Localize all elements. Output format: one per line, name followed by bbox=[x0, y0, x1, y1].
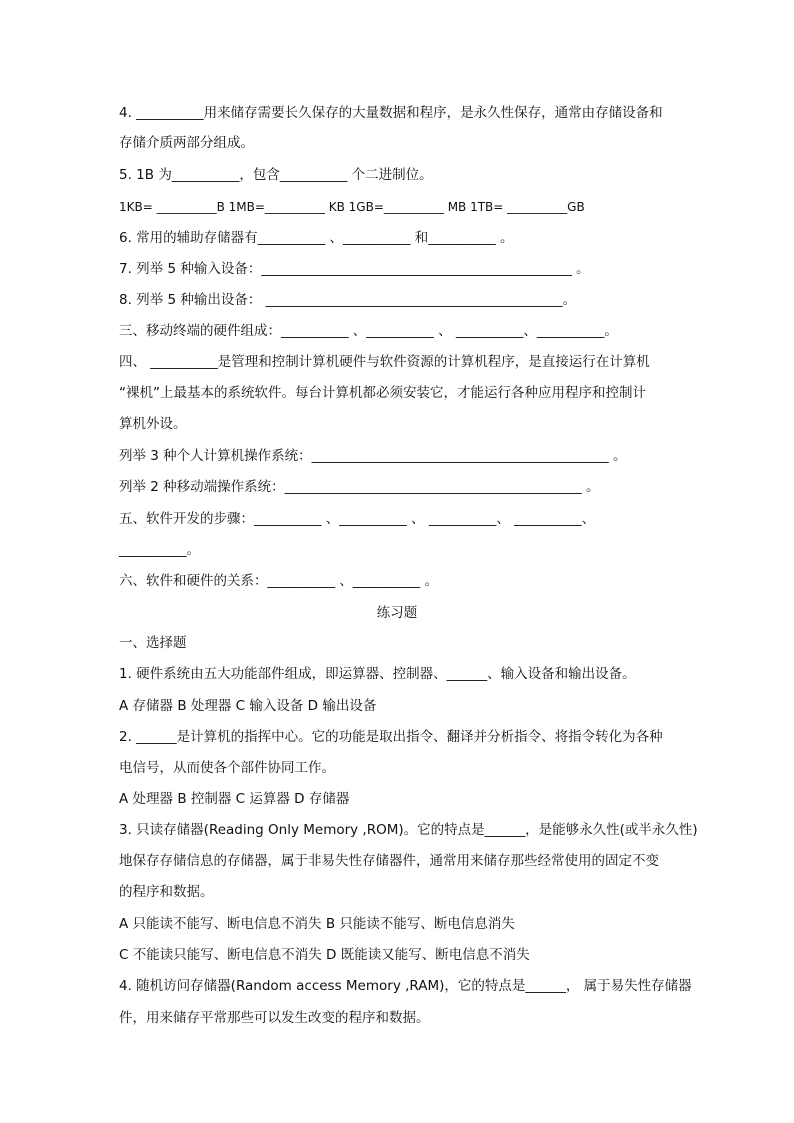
text-line: 电信号，从而使各个部件协同工作。 bbox=[119, 760, 335, 776]
text-line: 算机外设。 bbox=[119, 416, 187, 432]
text-line: “裸机”上最基本的系统软件。每台计算机都必须安装它，才能运行各种应用程序和控制计 bbox=[119, 385, 646, 401]
text-line: 五、软件开发的步骤：__________ 、__________ 、 __________、 __________、 bbox=[119, 511, 596, 527]
text-line: 7. 列举 5 种输入设备：______________________________________________ 。 bbox=[119, 261, 590, 277]
text-line: 存储介质两部分组成。 bbox=[119, 135, 254, 151]
text-line: 1. 硬件系统由五大功能部件组成，即运算器、控制器、______、输入设备和输出设备。 bbox=[119, 666, 636, 682]
text-line: 4. 随机访问存储器(Random access Memory ,RAM)，它的特点是______， 属于易失性存储器 bbox=[119, 978, 692, 994]
text-line: 地保存存储信息的存储器，属于非易失性存储器件，通常用来储存那些经常使用的固定不变 bbox=[119, 853, 659, 869]
text-line: 的程序和数据。 bbox=[119, 884, 214, 900]
text-line: 6. 常用的辅助存储器有__________ 、__________ 和__________ 。 bbox=[119, 230, 514, 246]
text-line: A 存储器 B 处理器 C 输入设备 D 输出设备 bbox=[119, 698, 377, 714]
text-line: 8. 列举 5 种输出设备： ____________________________________________。 bbox=[119, 292, 577, 308]
text-line: A 只能读不能写、断电信息不消失 B 只能读不能写、断电信息消失 bbox=[119, 916, 515, 932]
text-line: 5. 1B 为__________，包含__________ 个二进制位。 bbox=[119, 167, 433, 183]
text-line: A 处理器 B 控制器 C 运算器 D 存储器 bbox=[119, 791, 350, 807]
text-line: __________。 bbox=[119, 542, 200, 558]
text-line: 4. __________用来储存需要长久保存的大量数据和程序，是永久性保存，通常由存储设备和 bbox=[119, 105, 663, 121]
text-line: C 不能读只能写、断电信息不消失 D 既能读又能写、断电信息不消失 bbox=[119, 947, 530, 963]
text-line: 列举 3 种个人计算机操作系统：____________________________________________ 。 bbox=[119, 448, 627, 464]
text-line: 2. ______是计算机的指挥中心。它的功能是取出指令、翻译并分析指令、将指令转化为各种 bbox=[119, 729, 663, 745]
text-line: 六、软件和硬件的关系：__________ 、__________ 。 bbox=[119, 573, 439, 589]
text-line: 一、选择题 bbox=[119, 635, 187, 651]
section-title: 练习题 bbox=[376, 605, 418, 621]
text-line: 四、 __________是管理和控制计算机硬件与软件资源的计算机程序，是直接运行在计算机 bbox=[119, 354, 650, 370]
text-line: 1KB= __________B 1MB=__________ KB 1GB=__________ MB 1TB= __________GB bbox=[119, 200, 585, 214]
text-line: 三、移动终端的硬件组成：__________ 、__________ 、 __________、__________。 bbox=[119, 323, 618, 339]
text-line: 列举 2 种移动端操作系统：____________________________________________ 。 bbox=[119, 479, 600, 495]
text-line: 3. 只读存储器(Reading Only Memory ,ROM)。它的特点是______，是能够永久性(或半永久性) bbox=[119, 822, 698, 838]
text-line: 件，用来储存平常那些可以发生改变的程序和数据。 bbox=[119, 1010, 430, 1026]
